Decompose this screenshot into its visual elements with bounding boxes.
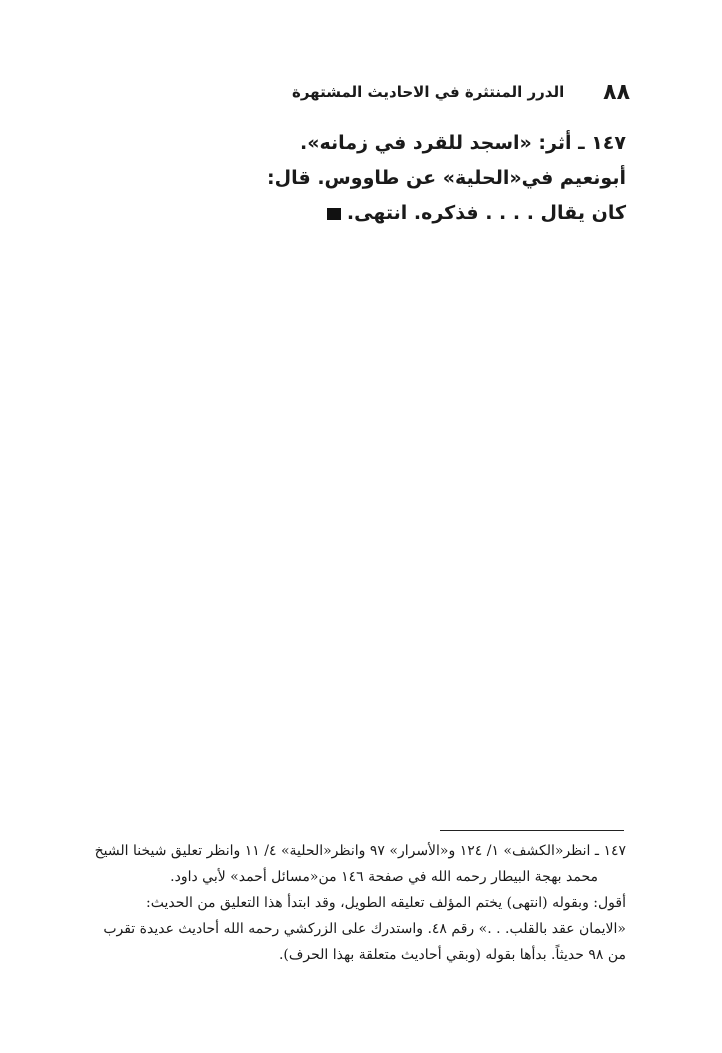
page-number: ٨٨	[603, 79, 630, 105]
hadith-entry	[106, 126, 626, 231]
footnotes	[56, 838, 626, 968]
entry-heading: ١٤٧ ـ أثر: «اسجد للقرد في زمانه».	[300, 132, 626, 154]
entry-source-line: أبونعيم في«الحلية» عن طاووس. قال:	[267, 167, 626, 189]
footnote-line: من ٩٨ حديثاً. بدأها بقوله (وبقي أحاديث متعلقة بهذا الحرف).	[278, 947, 626, 963]
footnote-divider	[440, 830, 624, 831]
page-header	[92, 78, 630, 106]
footnote-line: أقول: وبقوله (انتهى) يختم المؤلف تعليقه الطويل، وقد ابتدأ هذا التعليق من الحديث:	[145, 895, 626, 911]
entry-text-line	[106, 196, 626, 231]
footnote-line: «الايمان عقد بالقلب. . .» رقم ٤٨. واستدرك على الزركشي رحمه الله أحاديث عديدة تقرب	[103, 921, 626, 937]
end-square-icon	[327, 208, 341, 220]
entry-text: كان يقال . . . . فذكره. انتهى.	[346, 202, 626, 224]
footnote-line: محمد بهجة البيطار رحمه الله في صفحة ١٤٦ من«مسائل أحمد» لأبي داود.	[170, 869, 598, 885]
footnote-line: ١٤٧ ـ انظر«الكشف» ١/ ١٢٤ و«الأسرار» ٩٧ وانظر«الحلية» ٤/ ١١ وانظر تعليق شيخنا الشيخ	[94, 843, 626, 859]
running-title: الدرر المنتثرة في الاحاديث المشتهرة	[292, 83, 565, 101]
